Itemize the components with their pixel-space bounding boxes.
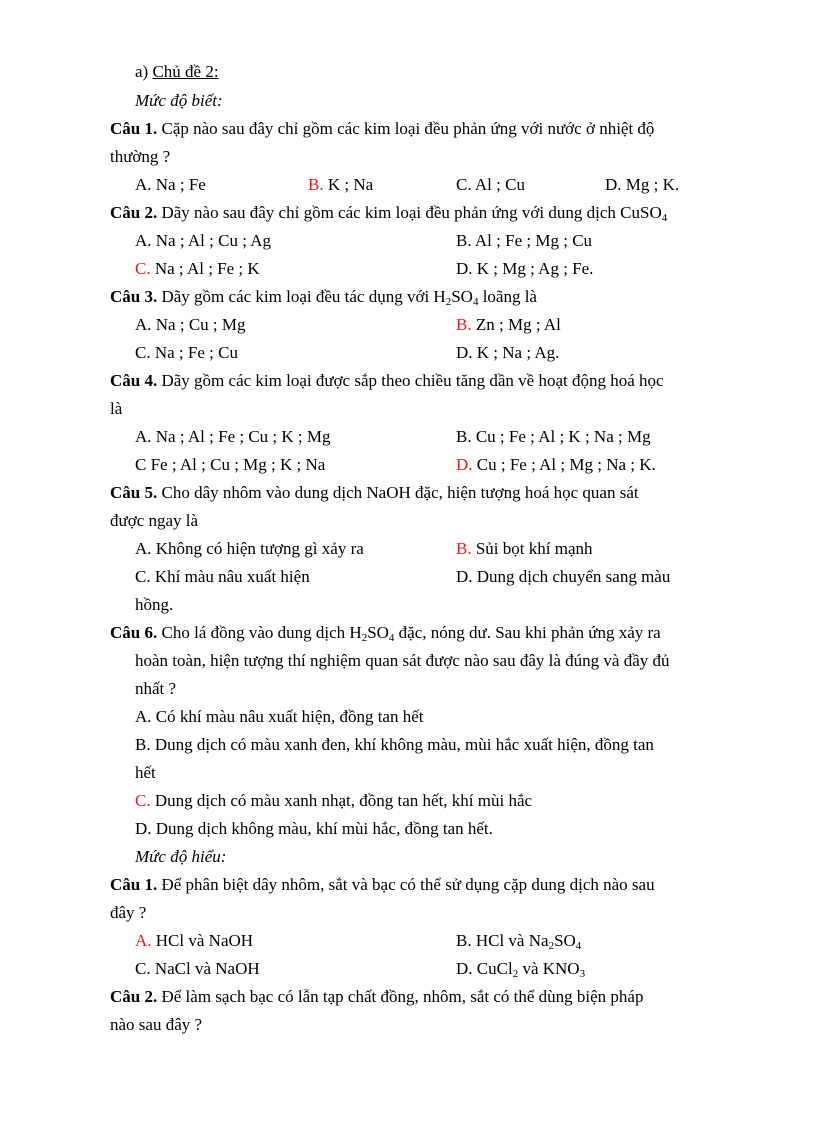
question-text-cont: là [110,399,123,418]
question-label: Câu 2. [110,987,158,1006]
option-letter: D. [605,175,622,194]
option-text: Na ; Al ; Fe ; K [154,259,260,278]
option-d-correct [456,455,656,475]
option-text: và KNO [518,959,580,978]
option-text: Khí màu nâu xuất hiện [154,567,310,586]
option-letter: D. [135,819,152,838]
option-letter: A. [135,707,152,726]
option-text: SO [554,931,576,950]
subscript: 4 [388,632,395,644]
option-letter: A. [135,231,152,250]
question-biet-4 [110,371,664,391]
question-biet-6 [110,623,661,643]
option-letter: C. [135,343,151,362]
option-letter: A. [135,539,152,558]
subscript: 2 [445,296,452,308]
question-text: Dãy nào sau đây chỉ gồm các kim loại đều phản ứng với dung dịch CuSO [161,203,662,222]
level-hieu: Mức độ hiểu: [135,847,227,866]
subscript: 2 [548,940,555,952]
option-text: HCl và Na [475,931,549,950]
question-text: SO [451,287,473,306]
subscript: 2 [512,968,519,980]
option-letter: B. [456,539,472,558]
option-text: HCl và NaOH [155,931,254,950]
option-d [605,175,679,195]
option-c [135,959,260,979]
question-label: Câu 4. [110,371,158,390]
question-text: Để làm sạch bạc có lẫn tạp chất đồng, nhôm, sắt có thể dùng biện pháp [161,987,644,1006]
question-biet-3 [110,287,537,307]
option-letter: C [135,455,147,474]
option-letter: D. [456,455,473,474]
question-text-cont: đây ? [110,903,147,922]
question-text-cont: hoàn toàn, hiện tượng thí nghiệm quan sát được nào sau đây là đúng và đầy đủ [135,651,670,670]
question-text-cont: được ngay là [110,511,199,530]
question-text: SO [367,623,389,642]
option-letter: A. [135,175,152,194]
question-text-cont: nhất ? [135,679,177,698]
subscript: 4 [661,212,668,224]
option-c [456,175,525,195]
option-text-cont: hết [135,763,156,782]
option-text-cont: hồng. [135,595,174,614]
question-label: Câu 5. [110,483,158,502]
question-label: Câu 6. [110,623,158,642]
question-label: Câu 1. [110,119,158,138]
option-text: K ; Mg ; Ag ; Fe. [476,259,594,278]
option-b-correct [456,539,593,559]
option-b-correct [456,315,561,335]
option-text: Dung dịch chuyển sang màu [476,567,671,586]
option-text: Có khí màu nâu xuất hiện, đồng tan hết [155,707,424,726]
question-hieu-2 [110,987,643,1007]
option-a-correct [135,931,253,951]
option-c [135,567,310,587]
question-label: Câu 1. [110,875,158,894]
question-label: Câu 3. [110,287,158,306]
option-d [135,819,493,839]
option-letter: D. [456,343,473,362]
option-text: Na ; Al ; Fe ; Cu ; K ; Mg [155,427,331,446]
option-a [135,231,271,251]
question-biet-2 [110,203,667,223]
section-prefix: a) [135,62,149,81]
option-text: NaCl và NaOH [154,959,260,978]
option-b [456,427,651,447]
option-text: Na ; Al ; Cu ; Ag [155,231,272,250]
option-text: K ; Na ; Ag. [476,343,560,362]
subscript: 2 [361,632,368,644]
option-letter: D. [456,567,473,586]
level-biet: Mức độ biết: [135,91,223,110]
subscript: 3 [579,968,586,980]
question-text-cont: thường ? [110,147,171,166]
option-d [456,567,670,587]
option-b [456,231,592,251]
option-letter: C. [135,259,151,278]
question-text: Cặp nào sau đây chỉ gồm các kim loại đều phản ứng với nước ở nhiệt độ [161,119,655,138]
option-c-correct [135,791,532,811]
question-biet-5 [110,483,639,503]
option-text: Na ; Fe ; Cu [154,343,238,362]
option-a [135,427,331,447]
option-text: Cu ; Fe ; Al ; K ; Na ; Mg [475,427,651,446]
option-text: K ; Na [327,175,374,194]
question-hieu-1 [110,875,655,895]
option-c-correct [135,259,260,279]
option-letter: B. [308,175,324,194]
option-a [135,707,423,727]
option-text: CuCl [476,959,513,978]
question-text: Dãy gồm các kim loại đều tác dụng với H [161,287,446,306]
question-text: loãng là [478,287,537,306]
option-c [135,343,238,363]
option-letter: C. [135,567,151,586]
option-letter: B. [456,231,472,250]
option-letter: B. [135,735,151,754]
question-text: đặc, nóng dư. Sau khi phản ứng xảy ra [394,623,661,642]
question-label: Câu 2. [110,203,158,222]
option-a [135,315,246,335]
option-text: Fe ; Al ; Cu ; Mg ; K ; Na [150,455,326,474]
option-letter: B. [456,931,472,950]
option-text: Mg ; K. [625,175,680,194]
option-d [456,343,559,363]
option-letter: C. [456,175,472,194]
option-text: Dung dịch không màu, khí mùi hắc, đồng tan hết. [155,819,493,838]
option-text: Na ; Cu ; Mg [155,315,246,334]
option-a [135,175,206,195]
option-b [135,735,654,755]
question-text: Dãy gồm các kim loại được sắp theo chiều tăng dần về hoạt động hoá học [161,371,664,390]
question-text: Cho dây nhôm vào dung dịch NaOH đặc, hiện tượng hoá học quan sát [161,483,639,502]
option-letter: C. [135,959,151,978]
section-title: Chủ đề 2: [152,62,219,81]
option-a [135,539,364,559]
question-text-cont: nào sau đây ? [110,1015,203,1034]
subscript: 4 [472,296,479,308]
option-letter: D. [456,259,473,278]
option-text: Al ; Fe ; Mg ; Cu [474,231,593,250]
option-d [456,259,593,279]
question-text: Cho lá đồng vào dung dịch H [161,623,362,642]
option-text: Dung dịch có màu xanh nhạt, đồng tan hết, khí mùi hắc [154,791,533,810]
option-text: Cu ; Fe ; Al ; Mg ; Na ; K. [476,455,656,474]
question-biet-1 [110,119,654,139]
option-b [456,931,581,951]
option-text: Na ; Fe [155,175,206,194]
option-letter: A. [135,315,152,334]
option-c [135,455,325,475]
option-text: Zn ; Mg ; Al [475,315,561,334]
option-d [456,959,585,979]
option-text: Al ; Cu [474,175,525,194]
question-text: Để phân biệt dây nhôm, sắt và bạc có thể sử dụng cặp dung dịch nào sau [161,875,655,894]
option-letter: A. [135,427,152,446]
option-letter: B. [456,315,472,334]
option-b-correct [308,175,373,195]
option-letter: D. [456,959,473,978]
option-letter: B. [456,427,472,446]
option-letter: C. [135,791,151,810]
option-text: Dung dịch có màu xanh đen, khí không màu, mùi hắc xuất hiện, đồng tan [154,735,654,754]
option-letter: A. [135,931,152,950]
option-text: Sủi bọt khí mạnh [475,539,593,558]
option-text: Không có hiện tượng gì xảy ra [155,539,364,558]
subscript: 4 [575,940,582,952]
section-heading [135,62,219,82]
